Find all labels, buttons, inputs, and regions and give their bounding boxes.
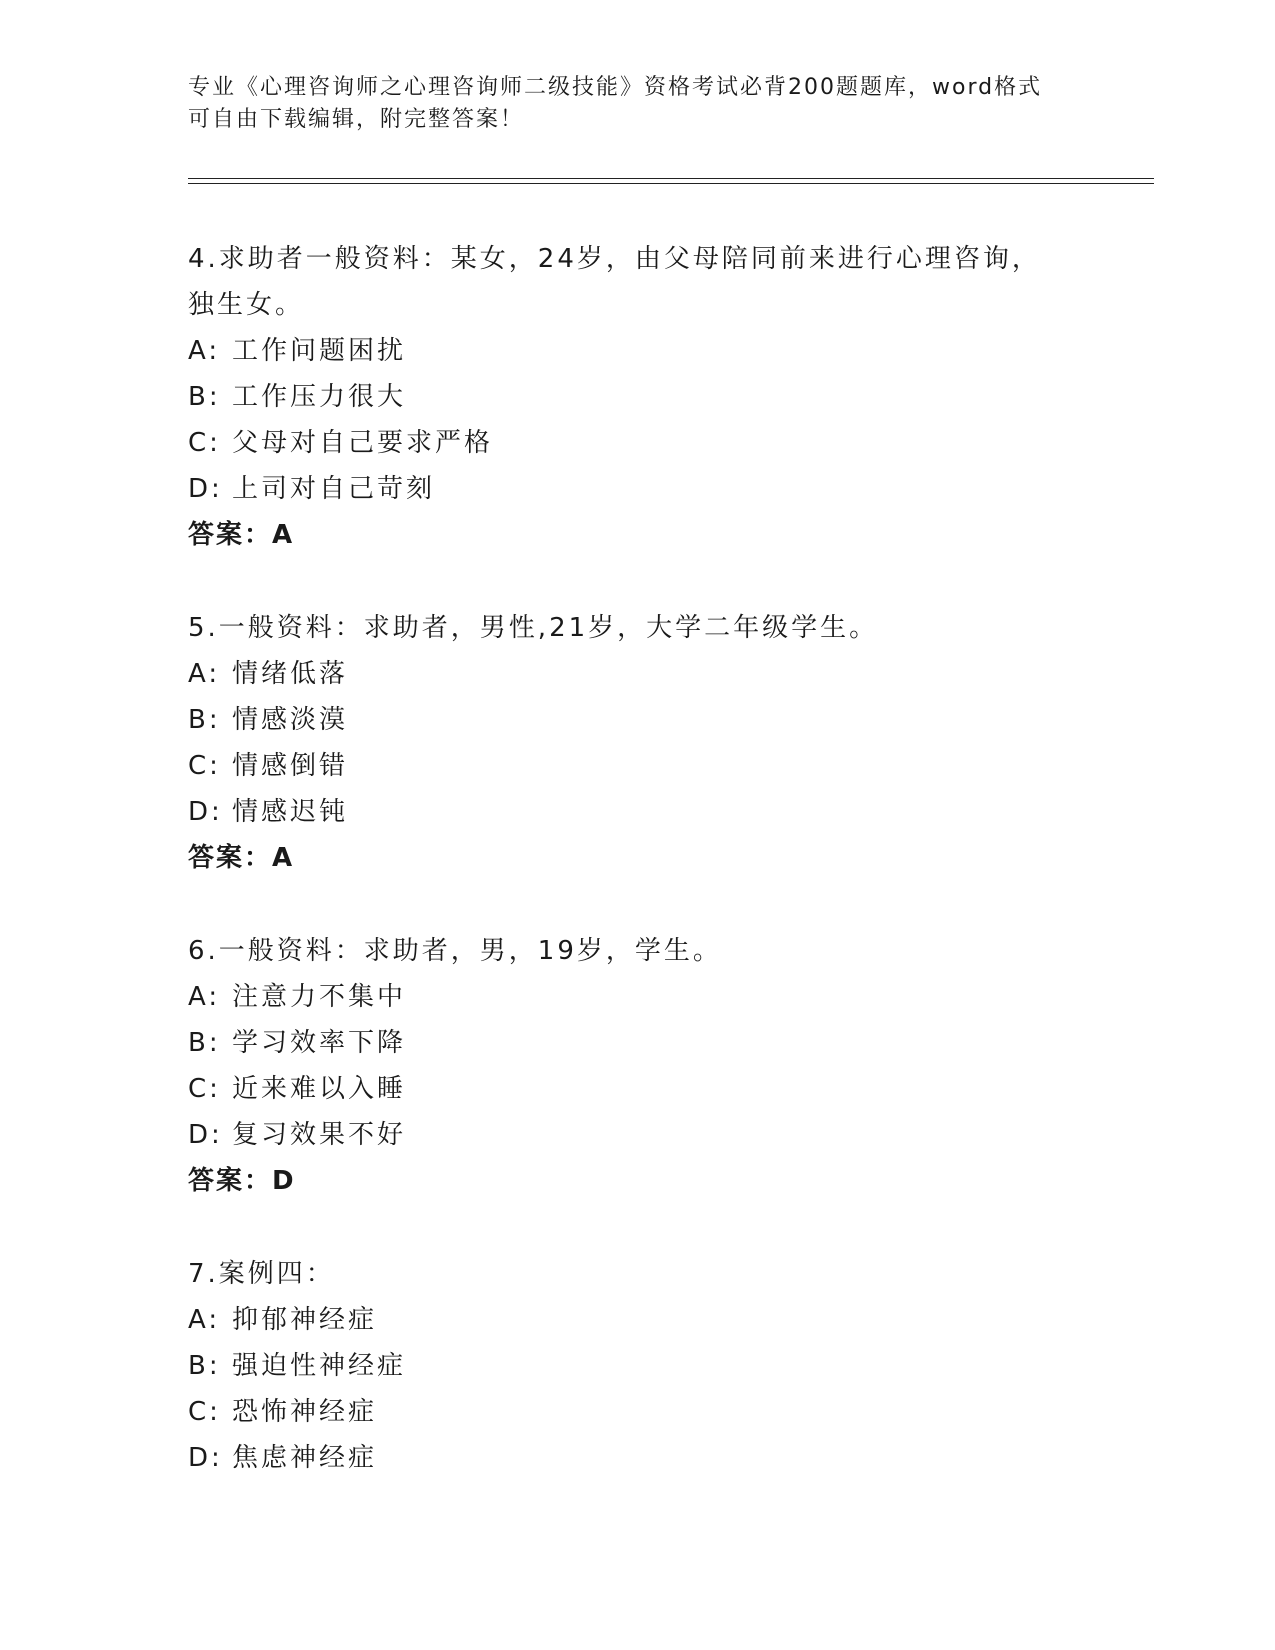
question-stem: 5.一般资料：求助者，男性,21岁，大学二年级学生。 [188,613,879,643]
option-a [188,651,1068,697]
option-letter: C: [188,1074,221,1104]
option-c [188,743,1068,789]
header-divider-top [188,178,1154,179]
question-list [188,236,1068,1528]
option-letter: C: [188,428,221,458]
option-b [188,697,1068,743]
option-letter: A: [188,1305,221,1335]
option-text: 注意力不集中 [232,982,407,1012]
answer: 答案：A [188,843,295,873]
option-c [188,420,1068,466]
header-divider-bottom [188,183,1154,184]
option-letter: C: [188,1397,221,1427]
option-c [188,1066,1068,1112]
option-letter: D: [188,1443,223,1473]
option-text: 工作压力很大 [232,382,407,412]
question-5 [188,605,1068,881]
option-text: 焦虑神经症 [232,1443,378,1473]
option-text: 强迫性神经症 [232,1351,407,1381]
option-d [188,1435,1068,1481]
question-4 [188,236,1068,558]
option-d [188,1112,1068,1158]
question-stem: 7.案例四： [188,1259,335,1289]
option-letter: D: [188,1120,223,1150]
option-text: 近来难以入睡 [232,1074,407,1104]
question-stem: 6.一般资料：求助者，男，19岁，学生。 [188,936,722,966]
option-letter: B: [188,382,221,412]
option-b [188,1343,1068,1389]
option-letter: D: [188,474,223,504]
option-text: 恐怖神经症 [232,1397,378,1427]
option-letter: A: [188,659,221,689]
option-a [188,974,1068,1020]
option-letter: B: [188,705,221,735]
document-header [188,72,1068,136]
option-letter: A: [188,336,221,366]
header-line-1: 专业《心理咨询师之心理咨询师二级技能》资格考试必背200题题库，word格式 [188,75,1043,100]
answer: 答案：D [188,1166,296,1196]
option-b [188,374,1068,420]
question-7 [188,1251,1068,1481]
question-stem: 4.求助者一般资料：某女，24岁，由父母陪同前来进行心理咨询，独生女。 [188,244,1041,320]
option-letter: B: [188,1028,221,1058]
header-line-2: 可自由下载编辑，附完整答案！ [188,107,525,132]
option-text: 父母对自己要求严格 [232,428,494,458]
option-d [188,789,1068,835]
option-letter: C: [188,751,221,781]
option-text: 抑郁神经症 [232,1305,378,1335]
option-letter: B: [188,1351,221,1381]
option-a [188,328,1068,374]
option-text: 学习效率下降 [232,1028,407,1058]
option-b [188,1020,1068,1066]
option-text: 情绪低落 [232,659,349,689]
option-text: 工作问题困扰 [232,336,407,366]
option-d [188,466,1068,512]
option-letter: D: [188,797,223,827]
option-text: 情感迟钝 [232,797,349,827]
option-text: 情感淡漠 [232,705,349,735]
answer: 答案：A [188,520,295,550]
option-a [188,1297,1068,1343]
option-c [188,1389,1068,1435]
option-text: 上司对自己苛刻 [232,474,436,504]
option-letter: A: [188,982,221,1012]
option-text: 情感倒错 [232,751,349,781]
question-6 [188,928,1068,1204]
option-text: 复习效果不好 [232,1120,407,1150]
